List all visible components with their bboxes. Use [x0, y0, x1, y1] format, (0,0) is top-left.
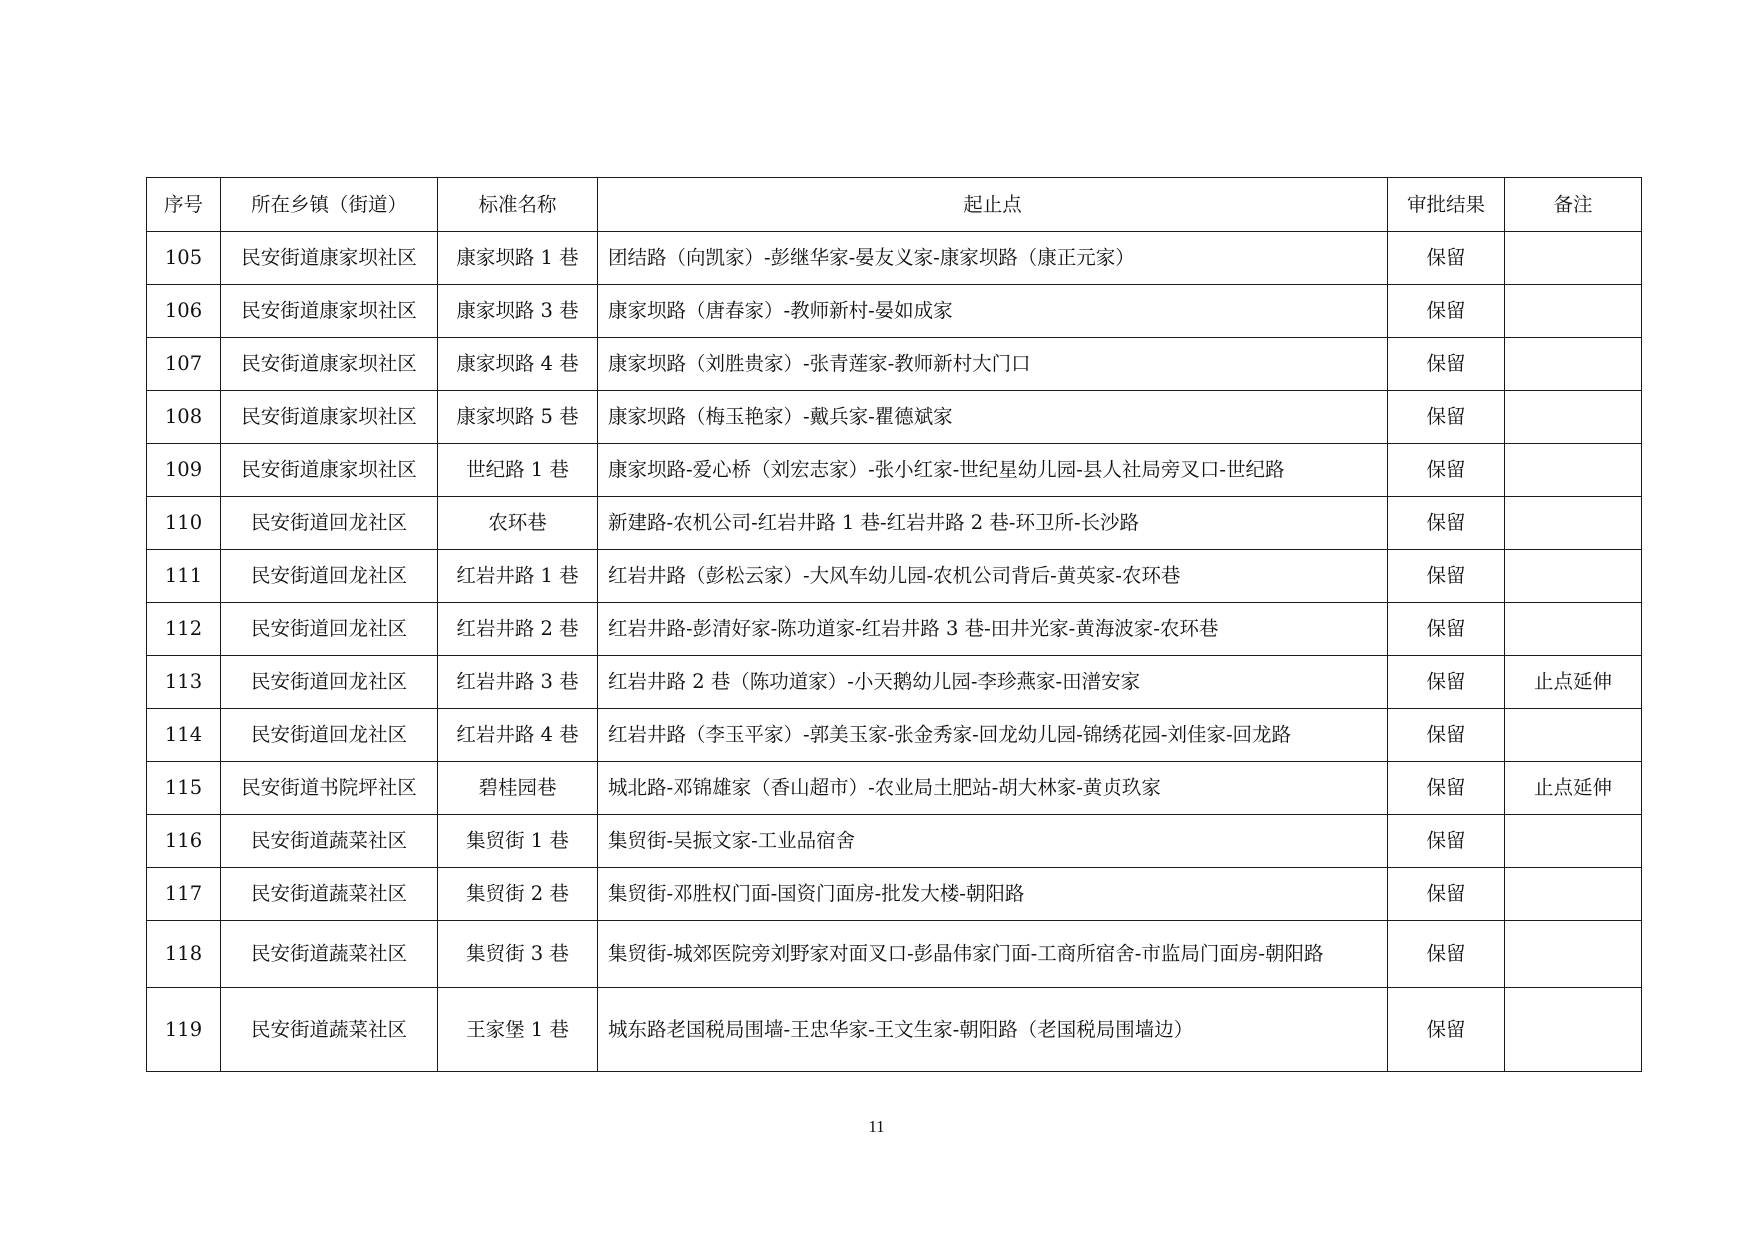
cell-index: 109: [147, 444, 221, 497]
cell-standard-name: 康家坝路 5 巷: [438, 391, 598, 444]
cell-index: 119: [147, 988, 221, 1072]
cell-town: 民安街道康家坝社区: [221, 338, 438, 391]
cell-index: 114: [147, 709, 221, 762]
table-body: [147, 232, 1642, 1072]
cell-index: 106: [147, 285, 221, 338]
cell-result: 保留: [1388, 550, 1505, 603]
cell-standard-name: 集贸街 3 巷: [438, 921, 598, 988]
header-standard-name: 标准名称: [438, 178, 598, 232]
cell-index: 105: [147, 232, 221, 285]
cell-index: 113: [147, 656, 221, 709]
cell-standard-name: 康家坝路 1 巷: [438, 232, 598, 285]
table-header-row: [147, 178, 1642, 232]
cell-route: 团结路（向凯家）-彭继华家-晏友义家-康家坝路（康正元家）: [598, 232, 1388, 285]
cell-result: 保留: [1388, 868, 1505, 921]
cell-result: 保留: [1388, 709, 1505, 762]
cell-town: 民安街道蔬菜社区: [221, 921, 438, 988]
cell-index: 107: [147, 338, 221, 391]
table-row: [147, 988, 1642, 1072]
cell-route: 新建路-农机公司-红岩井路 1 巷-红岩井路 2 巷-环卫所-长沙路: [598, 497, 1388, 550]
cell-note: [1505, 921, 1642, 988]
table-row: [147, 497, 1642, 550]
cell-note: [1505, 815, 1642, 868]
cell-route: 康家坝路-爱心桥（刘宏志家）-张小红家-世纪星幼儿园-县人社局旁叉口-世纪路: [598, 444, 1388, 497]
cell-town: 民安街道回龙社区: [221, 497, 438, 550]
cell-note: [1505, 497, 1642, 550]
cell-index: 110: [147, 497, 221, 550]
cell-index: 117: [147, 868, 221, 921]
cell-route: 城东路老国税局围墙-王忠华家-王文生家-朝阳路（老国税局围墙边）: [598, 988, 1388, 1072]
cell-town: 民安街道康家坝社区: [221, 285, 438, 338]
cell-result: 保留: [1388, 391, 1505, 444]
table-row: [147, 815, 1642, 868]
cell-note: [1505, 338, 1642, 391]
cell-town: 民安街道康家坝社区: [221, 232, 438, 285]
cell-standard-name: 世纪路 1 巷: [438, 444, 598, 497]
cell-route: 集贸街-邓胜权门面-国资门面房-批发大楼-朝阳路: [598, 868, 1388, 921]
cell-town: 民安街道回龙社区: [221, 603, 438, 656]
table-row: [147, 444, 1642, 497]
cell-standard-name: 红岩井路 1 巷: [438, 550, 598, 603]
cell-town: 民安街道蔬菜社区: [221, 868, 438, 921]
cell-result: 保留: [1388, 762, 1505, 815]
cell-note: 止点延伸: [1505, 656, 1642, 709]
cell-result: 保留: [1388, 232, 1505, 285]
header-note: 备注: [1505, 178, 1642, 232]
cell-note: [1505, 868, 1642, 921]
cell-note: [1505, 988, 1642, 1072]
table-row: [147, 391, 1642, 444]
cell-standard-name: 红岩井路 4 巷: [438, 709, 598, 762]
cell-note: [1505, 391, 1642, 444]
cell-index: 116: [147, 815, 221, 868]
table-row: [147, 603, 1642, 656]
page-number: 11: [868, 1117, 885, 1136]
cell-standard-name: 集贸街 1 巷: [438, 815, 598, 868]
road-name-table: [146, 177, 1642, 1072]
cell-route: 红岩井路-彭清好家-陈功道家-红岩井路 3 巷-田井光家-黄海波家-农环巷: [598, 603, 1388, 656]
cell-route: 康家坝路（唐春家）-教师新村-晏如成家: [598, 285, 1388, 338]
cell-result: 保留: [1388, 285, 1505, 338]
cell-standard-name: 康家坝路 4 巷: [438, 338, 598, 391]
cell-note: 止点延伸: [1505, 762, 1642, 815]
cell-index: 115: [147, 762, 221, 815]
cell-standard-name: 康家坝路 3 巷: [438, 285, 598, 338]
cell-note: [1505, 709, 1642, 762]
cell-result: 保留: [1388, 338, 1505, 391]
cell-standard-name: 红岩井路 2 巷: [438, 603, 598, 656]
cell-standard-name: 红岩井路 3 巷: [438, 656, 598, 709]
cell-route: 集贸街-吴振文家-工业品宿舍: [598, 815, 1388, 868]
cell-route: 康家坝路（梅玉艳家）-戴兵家-瞿德斌家: [598, 391, 1388, 444]
cell-index: 108: [147, 391, 221, 444]
cell-note: [1505, 444, 1642, 497]
cell-route: 红岩井路（李玉平家）-郭美玉家-张金秀家-回龙幼儿园-锦绣花园-刘佳家-回龙路: [598, 709, 1388, 762]
cell-note: [1505, 232, 1642, 285]
cell-town: 民安街道回龙社区: [221, 709, 438, 762]
cell-standard-name: 农环巷: [438, 497, 598, 550]
cell-route: 城北路-邓锦雄家（香山超市）-农业局土肥站-胡大林家-黄贞玖家: [598, 762, 1388, 815]
cell-standard-name: 王家堡 1 巷: [438, 988, 598, 1072]
cell-town: 民安街道回龙社区: [221, 656, 438, 709]
cell-route: 红岩井路 2 巷（陈功道家）-小天鹅幼儿园-李珍燕家-田潽安家: [598, 656, 1388, 709]
cell-town: 民安街道蔬菜社区: [221, 815, 438, 868]
cell-town: 民安街道回龙社区: [221, 550, 438, 603]
header-result: 审批结果: [1388, 178, 1505, 232]
cell-result: 保留: [1388, 444, 1505, 497]
table-row: [147, 232, 1642, 285]
table-row: [147, 868, 1642, 921]
cell-index: 111: [147, 550, 221, 603]
cell-note: [1505, 285, 1642, 338]
cell-result: 保留: [1388, 497, 1505, 550]
table-row: [147, 338, 1642, 391]
cell-route: 康家坝路（刘胜贵家）-张青莲家-教师新村大门口: [598, 338, 1388, 391]
table-row: [147, 762, 1642, 815]
cell-town: 民安街道康家坝社区: [221, 391, 438, 444]
cell-result: 保留: [1388, 603, 1505, 656]
cell-result: 保留: [1388, 656, 1505, 709]
cell-route: 红岩井路（彭松云家）-大风车幼儿园-农机公司背后-黄英家-农环巷: [598, 550, 1388, 603]
table-row: [147, 656, 1642, 709]
cell-index: 112: [147, 603, 221, 656]
table-row: [147, 285, 1642, 338]
header-town: 所在乡镇（街道）: [221, 178, 438, 232]
header-index: 序号: [147, 178, 221, 232]
cell-town: 民安街道蔬菜社区: [221, 988, 438, 1072]
table-row: [147, 709, 1642, 762]
cell-result: 保留: [1388, 988, 1505, 1072]
cell-standard-name: 碧桂园巷: [438, 762, 598, 815]
cell-town: 民安街道康家坝社区: [221, 444, 438, 497]
cell-town: 民安街道书院坪社区: [221, 762, 438, 815]
cell-note: [1505, 603, 1642, 656]
cell-index: 118: [147, 921, 221, 988]
cell-result: 保留: [1388, 815, 1505, 868]
cell-route: 集贸街-城郊医院旁刘野家对面叉口-彭晶伟家门面-工商所宿舍-市监局门面房-朝阳路: [598, 921, 1388, 988]
table-row: [147, 550, 1642, 603]
table-row: [147, 921, 1642, 988]
cell-result: 保留: [1388, 921, 1505, 988]
cell-note: [1505, 550, 1642, 603]
cell-standard-name: 集贸街 2 巷: [438, 868, 598, 921]
header-route: 起止点: [598, 178, 1388, 232]
